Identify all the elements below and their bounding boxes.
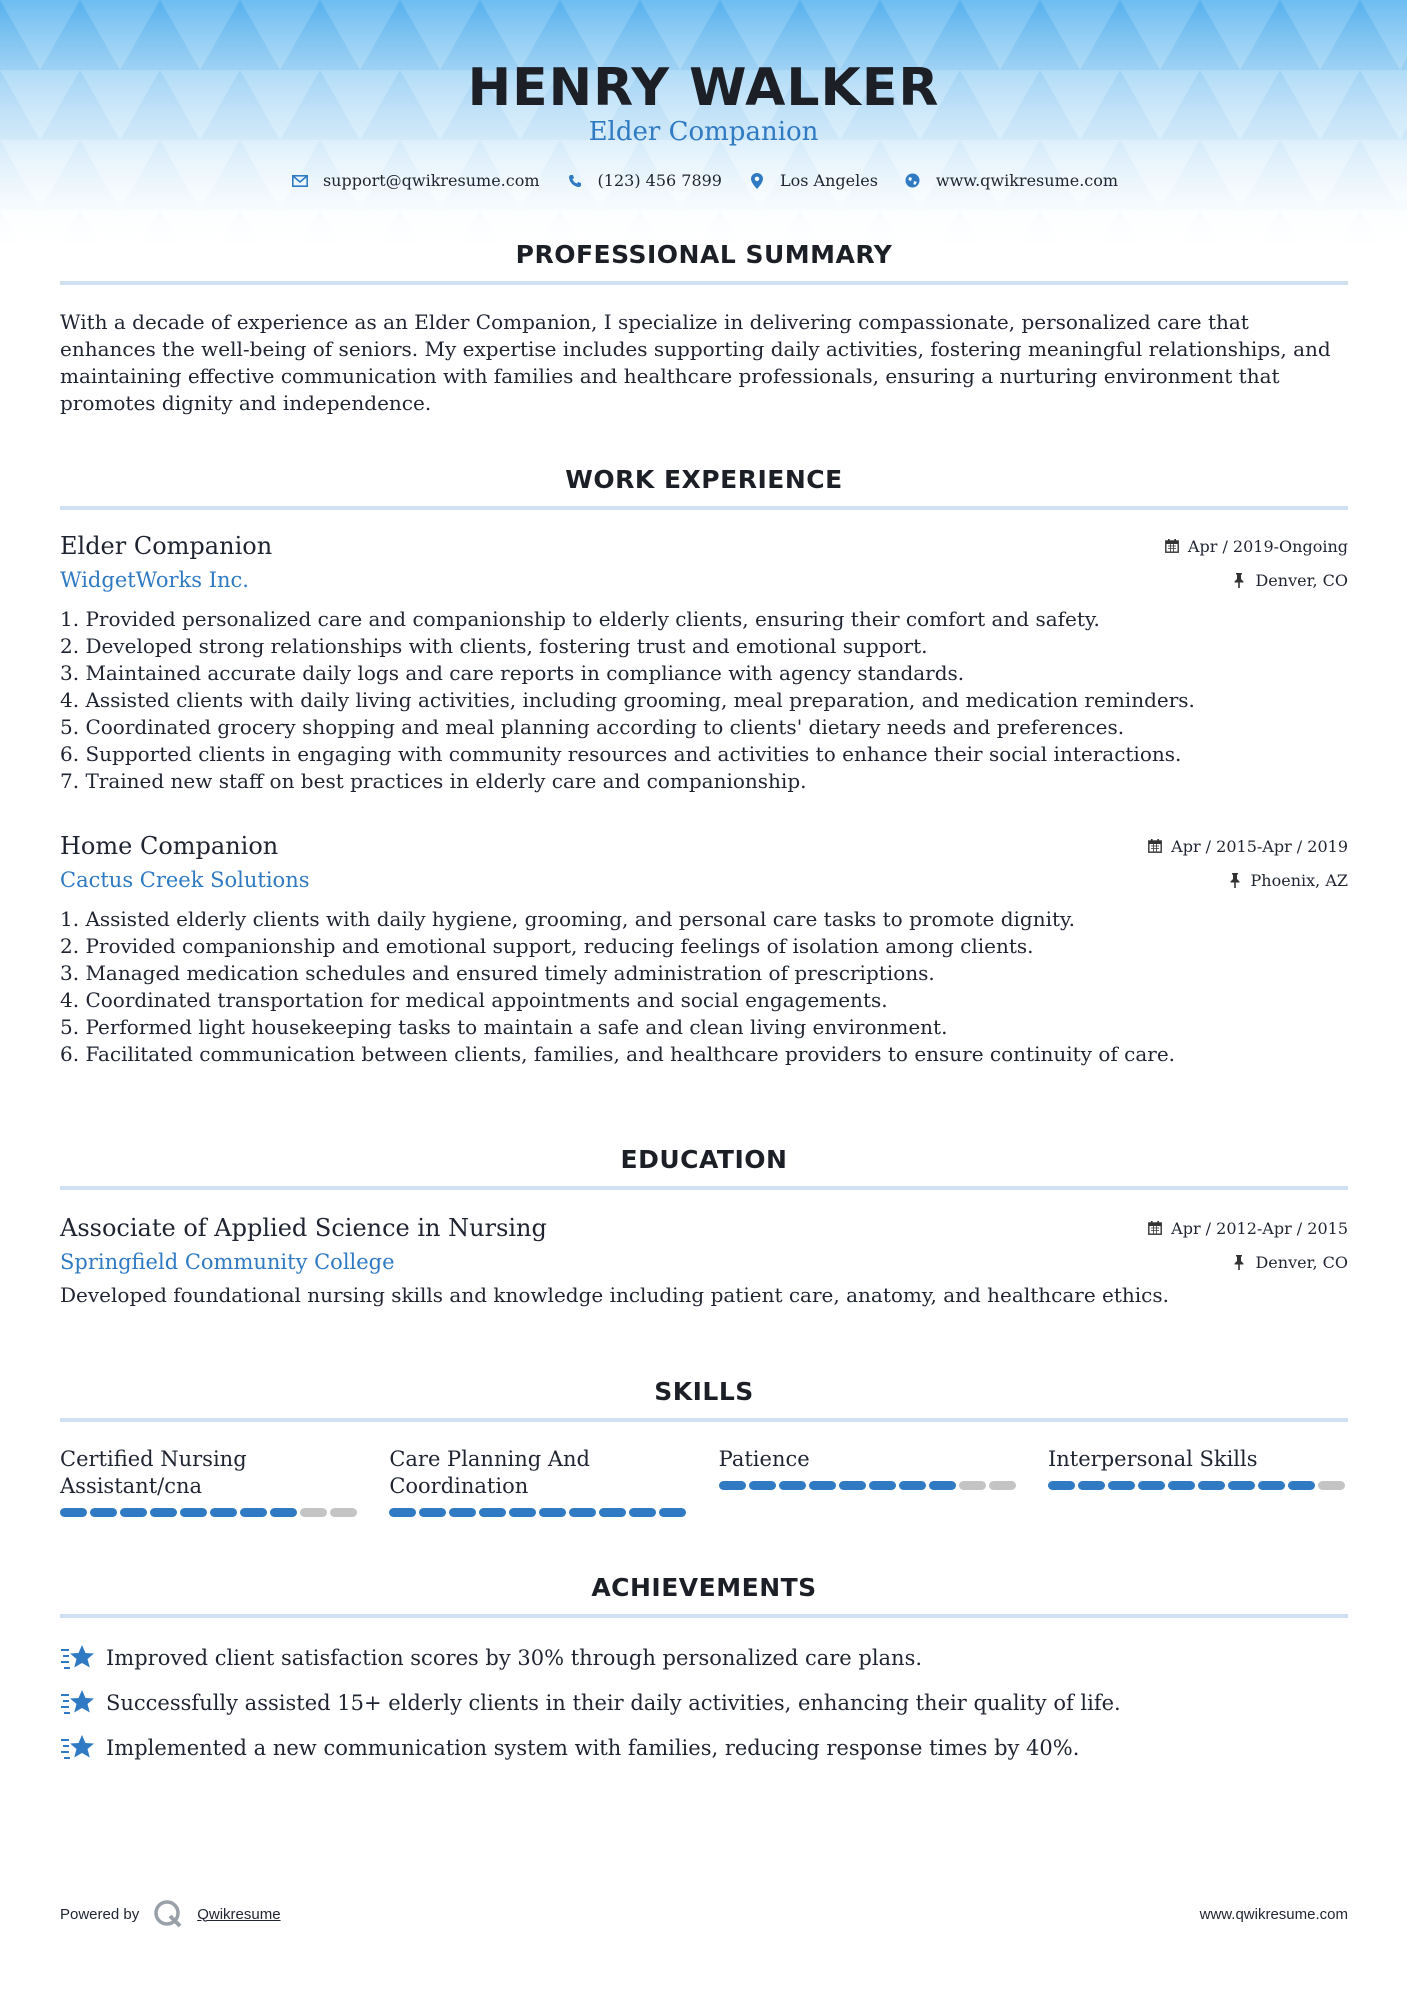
rating-dot-empty: [959, 1481, 986, 1490]
list-item: 6. Supported clients in engaging with community resources and activities to enhance their social interactions.: [60, 742, 1182, 766]
rating-dot-filled: [1258, 1481, 1285, 1490]
job-title: Elder Companion: [60, 532, 273, 560]
rating-dot-empty: [1318, 1481, 1345, 1490]
achievement-text: Successfully assisted 15+ elderly clients in their daily activities, enhancing their quality of life.: [106, 1691, 1121, 1715]
contact-phone[interactable]: [564, 171, 722, 190]
globe-icon: [902, 172, 924, 190]
company-name: Cactus Creek Solutions: [60, 868, 310, 892]
star-icon: [60, 1688, 96, 1718]
candidate-name: HENRY WALKER: [467, 58, 940, 118]
website-text: www.qwikresume.com: [935, 171, 1119, 190]
rating-dot-filled: [749, 1481, 776, 1490]
rating-dot-filled: [1198, 1481, 1225, 1490]
company-name: WidgetWorks Inc.: [60, 568, 249, 592]
contact-email[interactable]: [289, 171, 540, 190]
section-title: PROFESSIONAL SUMMARY: [515, 240, 893, 269]
rating-dot-empty: [330, 1508, 357, 1517]
skill-item: [60, 1446, 360, 1517]
footer-website-link[interactable]: www.qwikresume.com: [1199, 1905, 1348, 1923]
list-item: 3. Managed medication schedules and ensured timely administration of prescriptions.: [60, 961, 935, 985]
rating-dot-filled: [449, 1508, 476, 1517]
rating-dot-filled: [809, 1481, 836, 1490]
rating-dot-filled: [419, 1508, 446, 1517]
contact-bar: [0, 171, 1407, 190]
education-entry: [60, 1214, 1348, 1309]
rating-dot-filled: [629, 1508, 656, 1517]
list-item: 2. Provided companionship and emotional support, reducing feelings of isolation among clients.: [60, 934, 1034, 958]
pushpin-icon: [1231, 1254, 1247, 1270]
rating-dot-filled: [389, 1508, 416, 1517]
rating-dot-filled: [1228, 1481, 1255, 1490]
rating-dot-filled: [1288, 1481, 1315, 1490]
rating-dot-filled: [869, 1481, 896, 1490]
footer: [60, 1899, 1348, 1929]
skills-grid: [60, 1446, 1348, 1517]
skill-name: Care Planning And Coordination: [389, 1447, 590, 1498]
rating-dot-filled: [779, 1481, 806, 1490]
rating-dot-filled: [1168, 1481, 1195, 1490]
rating-dot-filled: [60, 1508, 87, 1517]
rating-dot-filled: [150, 1508, 177, 1517]
phone-text: (123) 456 7899: [597, 171, 722, 190]
list-item: 5. Coordinated grocery shopping and meal planning according to clients' dietary needs and preferences.: [60, 715, 1125, 739]
skill-item: [1048, 1446, 1348, 1517]
achievements-section: [60, 1573, 1348, 1618]
map-pin-icon: [746, 172, 768, 190]
job-title: Home Companion: [60, 832, 279, 860]
job-entry: [60, 532, 1348, 795]
skill-name: Interpersonal Skills: [1047, 1447, 1258, 1471]
rating-dot-filled: [539, 1508, 566, 1517]
summary-text: With a decade of experience as an Elder Companion, I specialize in delivering compassionate, personalized care that enhances the well-being of seniors. My expertise includes supporting daily activities, fostering meaningful relationships, and maintaining effective communication with families and healthcare professionals, ensuring a nurturing environment that promotes dignity and independence.: [60, 310, 1331, 415]
list-item: 1. Provided personalized care and companionship to elderly clients, ensuring their comfort and safety.: [60, 607, 1100, 631]
job-dates: [1164, 537, 1348, 556]
rating-dot-filled: [719, 1481, 746, 1490]
section-divider: [60, 1418, 1348, 1422]
skill-rating: [60, 1508, 360, 1517]
section-title: SKILLS: [654, 1377, 754, 1406]
skill-rating: [389, 1508, 689, 1517]
dates-text: Apr / 2019-Ongoing: [1187, 536, 1348, 556]
dates-text: Apr / 2015-Apr / 2019: [1171, 836, 1348, 856]
rating-dot-filled: [599, 1508, 626, 1517]
job-bullets: [60, 906, 1348, 1068]
section-divider: [60, 1614, 1348, 1618]
section-title: WORK EXPERIENCE: [565, 465, 843, 494]
contact-website[interactable]: [902, 171, 1118, 190]
job-location: [1231, 571, 1348, 590]
section-divider: [60, 1186, 1348, 1190]
location-text: Denver, CO: [1255, 570, 1348, 590]
list-item: 2. Developed strong relationships with clients, fostering trust and emotional support.: [60, 634, 928, 658]
qwikresume-logo-icon: [153, 1899, 183, 1929]
job-location: [1227, 871, 1348, 890]
rating-dot-filled: [1078, 1481, 1105, 1490]
skill-item: [719, 1446, 1019, 1517]
calendar-icon: [1164, 538, 1180, 554]
rating-dot-filled: [1048, 1481, 1075, 1490]
section-divider: [60, 506, 1348, 510]
achievement-text: Improved client satisfaction scores by 30% through personalized care plans.: [106, 1646, 923, 1670]
pushpin-icon: [1231, 572, 1247, 588]
rating-dot-filled: [479, 1508, 506, 1517]
rating-dot-filled: [120, 1508, 147, 1517]
star-icon: [60, 1643, 96, 1673]
job-bullets: [60, 606, 1348, 795]
education-location: [1231, 1253, 1348, 1272]
education-description: Developed foundational nursing skills and knowledge including patient care, anatomy, and healthcare ethics.: [60, 1283, 1169, 1307]
pushpin-icon: [1227, 872, 1243, 888]
achievement-item: [60, 1733, 1348, 1763]
skills-section: [60, 1377, 1348, 1422]
skill-rating: [1048, 1481, 1348, 1490]
email-text: support@qwikresume.com: [322, 171, 540, 190]
location-text: Denver, CO: [1255, 1252, 1348, 1272]
section-title: ACHIEVEMENTS: [591, 1573, 817, 1602]
rating-dot-filled: [1138, 1481, 1165, 1490]
location-text: Los Angeles: [779, 171, 878, 190]
achievement-item: [60, 1643, 1348, 1673]
list-item: 7. Trained new staff on best practices in elderly care and companionship.: [60, 769, 807, 793]
experience-section: [60, 465, 1348, 510]
powered-by-label: Powered by: [60, 1905, 140, 1923]
list-item: 4. Assisted clients with daily living activities, including grooming, meal preparation, and medication reminders.: [60, 688, 1195, 712]
skill-name: Patience: [718, 1447, 810, 1471]
rating-dot-empty: [989, 1481, 1016, 1490]
envelope-icon: [289, 172, 311, 190]
brand-link[interactable]: Qwikresume: [197, 1905, 281, 1923]
rating-dot-filled: [839, 1481, 866, 1490]
rating-dot-empty: [300, 1508, 327, 1517]
location-text: Phoenix, AZ: [1250, 870, 1348, 890]
school-name: Springfield Community College: [60, 1250, 395, 1274]
list-item: 4. Coordinated transportation for medical appointments and social engagements.: [60, 988, 888, 1012]
rating-dot-filled: [569, 1508, 596, 1517]
list-item: 3. Maintained accurate daily logs and care reports in compliance with agency standards.: [60, 661, 965, 685]
education-section: [60, 1145, 1348, 1190]
education-dates: [1147, 1219, 1348, 1238]
rating-dot-filled: [180, 1508, 207, 1517]
degree-title: Associate of Applied Science in Nursing: [60, 1214, 547, 1242]
rating-dot-filled: [90, 1508, 117, 1517]
dates-text: Apr / 2012-Apr / 2015: [1171, 1218, 1348, 1238]
achievement-text: Implemented a new communication system with families, reducing response times by 40%.: [106, 1736, 1080, 1760]
rating-dot-filled: [899, 1481, 926, 1490]
rating-dot-filled: [659, 1508, 686, 1517]
list-item: 1. Assisted elderly clients with daily hygiene, grooming, and personal care tasks to promote dignity.: [60, 907, 1076, 931]
contact-location: [746, 171, 878, 190]
job-entry: [60, 832, 1348, 1068]
rating-dot-filled: [509, 1508, 536, 1517]
rating-dot-filled: [270, 1508, 297, 1517]
rating-dot-filled: [929, 1481, 956, 1490]
section-title: EDUCATION: [620, 1145, 788, 1174]
list-item: 6. Facilitated communication between clients, families, and healthcare providers to ensure continuity of care.: [60, 1042, 1176, 1066]
candidate-role: Elder Companion: [588, 117, 819, 147]
section-divider: [60, 281, 1348, 285]
rating-dot-filled: [240, 1508, 267, 1517]
phone-icon: [564, 172, 586, 190]
summary-section: [60, 240, 1348, 417]
skill-rating: [719, 1481, 1019, 1490]
calendar-icon: [1147, 838, 1163, 854]
calendar-icon: [1147, 1220, 1163, 1236]
job-dates: [1147, 837, 1348, 856]
rating-dot-filled: [210, 1508, 237, 1517]
star-icon: [60, 1733, 96, 1763]
list-item: 5. Performed light housekeeping tasks to maintain a safe and clean living environment.: [60, 1015, 948, 1039]
rating-dot-filled: [1108, 1481, 1135, 1490]
achievement-item: [60, 1688, 1348, 1718]
skill-item: [389, 1446, 689, 1517]
skill-name: Certified Nursing Assistant/cna: [60, 1447, 247, 1498]
